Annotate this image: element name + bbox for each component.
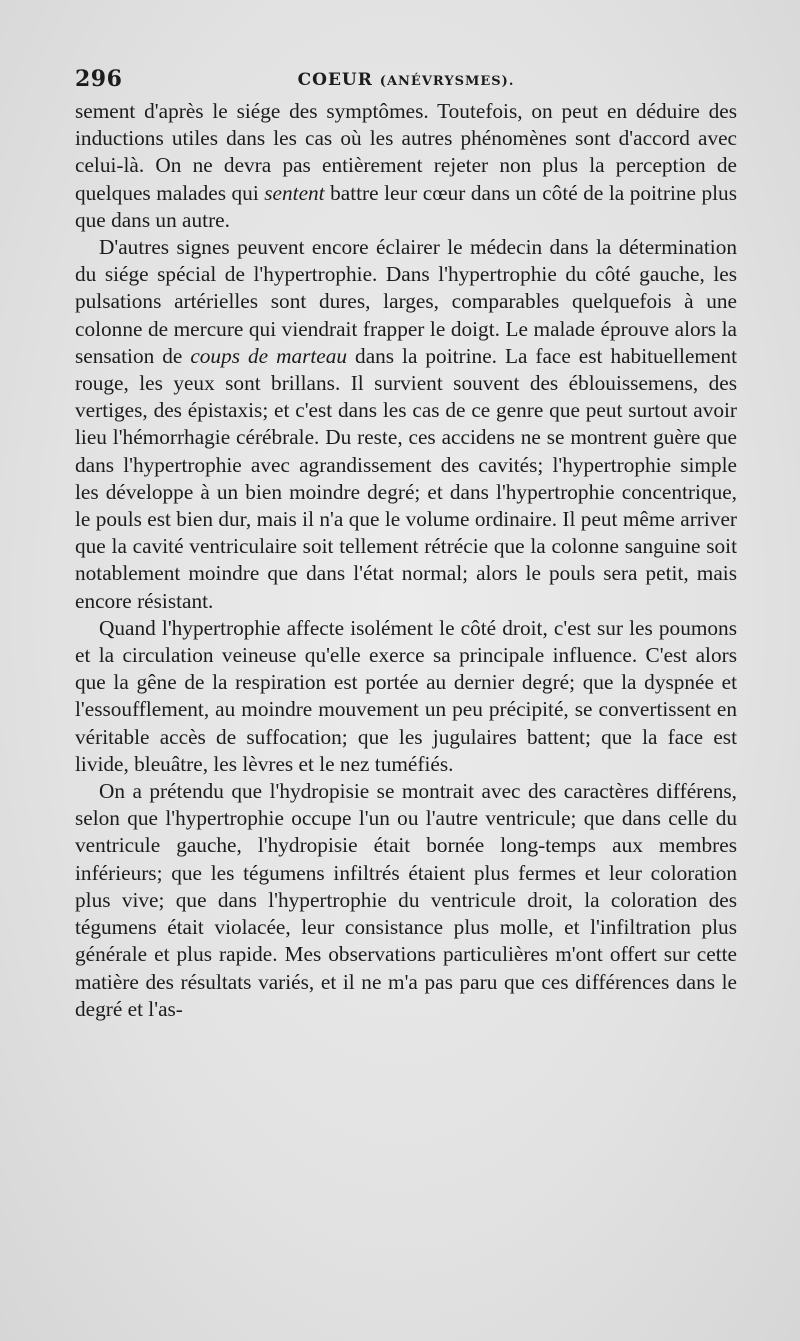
running-title (75, 70, 737, 90)
text-run: dans la poitrine. La face est habituellement rouge, les yeux sont brillans. Il survient souvent des éblouissemens, des vertiges, des épistaxis; et c'est dans les cas de ce genre que peut surtout avoir lieu l'hémorrhagie cérébrale. Du reste, ces accidens ne se montrent guère que dans l'hypertrophie avec agrandissement des cavités; l'hypertrophie simple les développe à un bien moindre degré; et dans l'hypertrophie concentrique, le pouls est bien dur, mais il n'a que le volume ordinaire. Il peut même arriver que la cavité ventriculaire soit tellement rétrécie que la colonne sanguine soit notablement moindre que dans l'état normal; alors le pouls sera petit, mais encore résistant. (75, 343, 738, 613)
running-head (75, 66, 737, 100)
italic-text-run: sentent (264, 180, 325, 205)
text-run: D'autres signes peuvent encore éclairer le médecin dans la détermination du siége spécial de l'hypertrophie. Dans l'hypertrophie du côté gauche, les pulsations artérielles sont dures, larges, comparables quelquefois à une colonne de mercure qui viendrait frapper le doigt. Le malade éprouve alors la sensation de (75, 235, 737, 368)
body-text (75, 98, 737, 1023)
paragraph (75, 615, 737, 778)
italic-text-run: coups de marteau (190, 343, 348, 368)
running-title-sub: (ANÉVRYSMES). (379, 74, 515, 89)
text-run: Quand l'hypertrophie affecte isolément le côté droit, c'est sur les poumons et la circulation veineuse qu'elle exerce sa principale influence. C'est alors que la gêne de la respiration est portée au dernier degré; que la dyspnée et l'essoufflement, au moindre mouvement un peu précipité, se convertissent en véritable accès de suffocation; que les jugulaires battent; que la face est livide, bleuâtre, les lèvres et le nez tuméfiés. (75, 615, 737, 776)
running-title-main: COEUR (297, 70, 373, 90)
text-run: battre leur cœur dans un côté de la poitrine plus que dans un autre. (75, 180, 737, 232)
text-run: On a prétendu que l'hydropisie se montrait avec des caractères différens, selon que l'hypertrophie occupe l'un ou l'autre ventricule; que dans celle du ventricule gauche, l'hydropisie était bornée long-temps aux membres inférieurs; que les tégumens infiltrés étaient plus fermes et leur coloration plus vive; que dans l'hypertrophie du ventricule droit, la coloration des tégumens était violacée, leur consistance plus molle, et l'infiltration plus générale et plus rapide. Mes observations particulières m'ont offert sur cette matière des résultats variés, et il ne m'a pas paru que ces différences dans le degré et l'as- (75, 779, 737, 1021)
text-run: sement d'après le siége des symptômes. Toutefois, on peut en déduire des inductions utiles dans les cas où les autres phénomènes sont d'accord avec celui-là. On ne devra pas entièrement rejeter non plus la perception de quelques malades qui (75, 99, 737, 205)
page-number: 296 (75, 66, 123, 92)
paragraph (75, 778, 737, 1023)
paragraph (75, 98, 737, 234)
paragraph (75, 234, 737, 615)
